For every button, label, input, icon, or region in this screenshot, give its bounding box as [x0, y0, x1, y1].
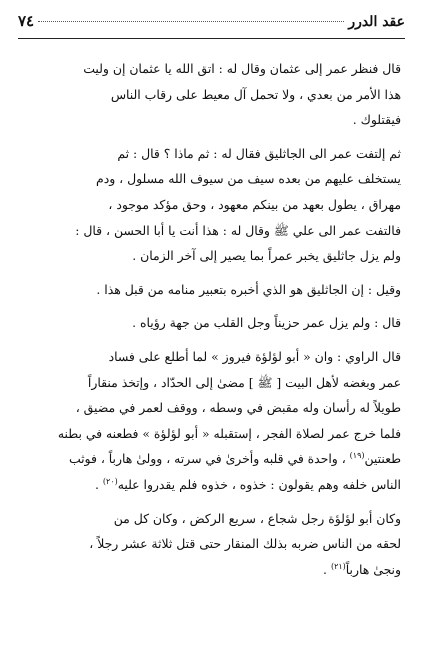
text-line: عمر وبغضه لأهل البيت [ ﷺ ] مضىٰ إلى الحدّاد ، وإتخذ منقاراً — [87, 374, 401, 390]
text-line: مهراق ، يطول بعهد من بينكم معهود ، وحق مؤكد موجود ، — [108, 196, 401, 212]
footnote-marker: (٢١) — [330, 561, 346, 571]
text-line: الناس خلفه وهم يقولون : خذوه ، خذوه فلم يقدروا عليه$^{(٢٠)}$ . — [94, 476, 401, 492]
text-line: يستخلف عليهم من بعده سيف من سيوف الله مسلول ، ودم — [96, 171, 401, 187]
paragraph-5 — [22, 344, 401, 498]
text-line: فالتفت عمر الى علي ﷺ وقال له : هذا أنت يا أبا الحسن ، قال : — [75, 222, 401, 238]
text-line: فلما خرج عمر لصلاة الفجر ، إستقبله « أبو لؤلؤة » فطعنه في بطنه — [57, 425, 401, 441]
text-line: قال فنظر عمر إلى عثمان وقال له : اتق الله يا عثمان إن وليت — [83, 61, 401, 76]
text-line: لحقه من الناس ضربه بذلك المنقار حتى قتل ثلاثة عشر رجلاً ، — [89, 536, 401, 552]
text-line: قال الراوي : وان « أبو لؤلؤة فيروز » لما أطلع على فساد — [108, 348, 401, 364]
paragraph-4 — [22, 310, 401, 336]
header-dot-leader — [38, 21, 344, 22]
text-line: قال : ولم يزل عمر حزيناً وجل القلب من جهة رؤياه . — [132, 315, 401, 331]
text-line: وقيل : إن الجاثليق هو الذي أخبره بتعبير منامه من قبل هذا . — [96, 281, 401, 297]
page-number: ٧٤ — [18, 12, 35, 30]
page-body — [22, 56, 401, 638]
text-line: ولم يزل جاثليق يخبر عمراً بما يصير إلى آخر الزمان . — [132, 248, 401, 264]
text-line: ونجىٰ هارباً$^{(٢١)}$ . — [323, 561, 401, 577]
text-line: فيقتلوك . — [352, 112, 401, 128]
page-header — [18, 12, 405, 39]
text-line: طويلاً له رأسان وله مقبض في وسطه ، ووقف لعمر في مضيق ، — [75, 400, 401, 416]
text-line: هذا الأمر من بعدي ، ولا تحمل آل معيط على رقاب الناس — [110, 86, 401, 102]
paragraph-6 — [22, 506, 401, 583]
footnote-marker: (٢٠) — [102, 476, 118, 486]
book-title: عقد الدرر — [348, 14, 405, 30]
paragraph-1 — [22, 56, 401, 133]
paragraph-3 — [22, 277, 401, 303]
text-line: طعنتين$^{(١٩)}$ ، واحدة في قلبه وأخرىٰ في سرته ، وولىٰ هارباً ، فوثب — [68, 451, 401, 467]
text-line: وكان أبو لؤلؤة رجل شجاع ، سريع الركض ، وكان كل من — [113, 510, 401, 526]
paragraph-2 — [22, 141, 401, 269]
text-line: ثم إلتفت عمر الى الجاثليق فقال له : ثم ماذا ؟ قال : ثم — [117, 145, 401, 161]
footnote-marker: (١٩) — [349, 451, 365, 461]
